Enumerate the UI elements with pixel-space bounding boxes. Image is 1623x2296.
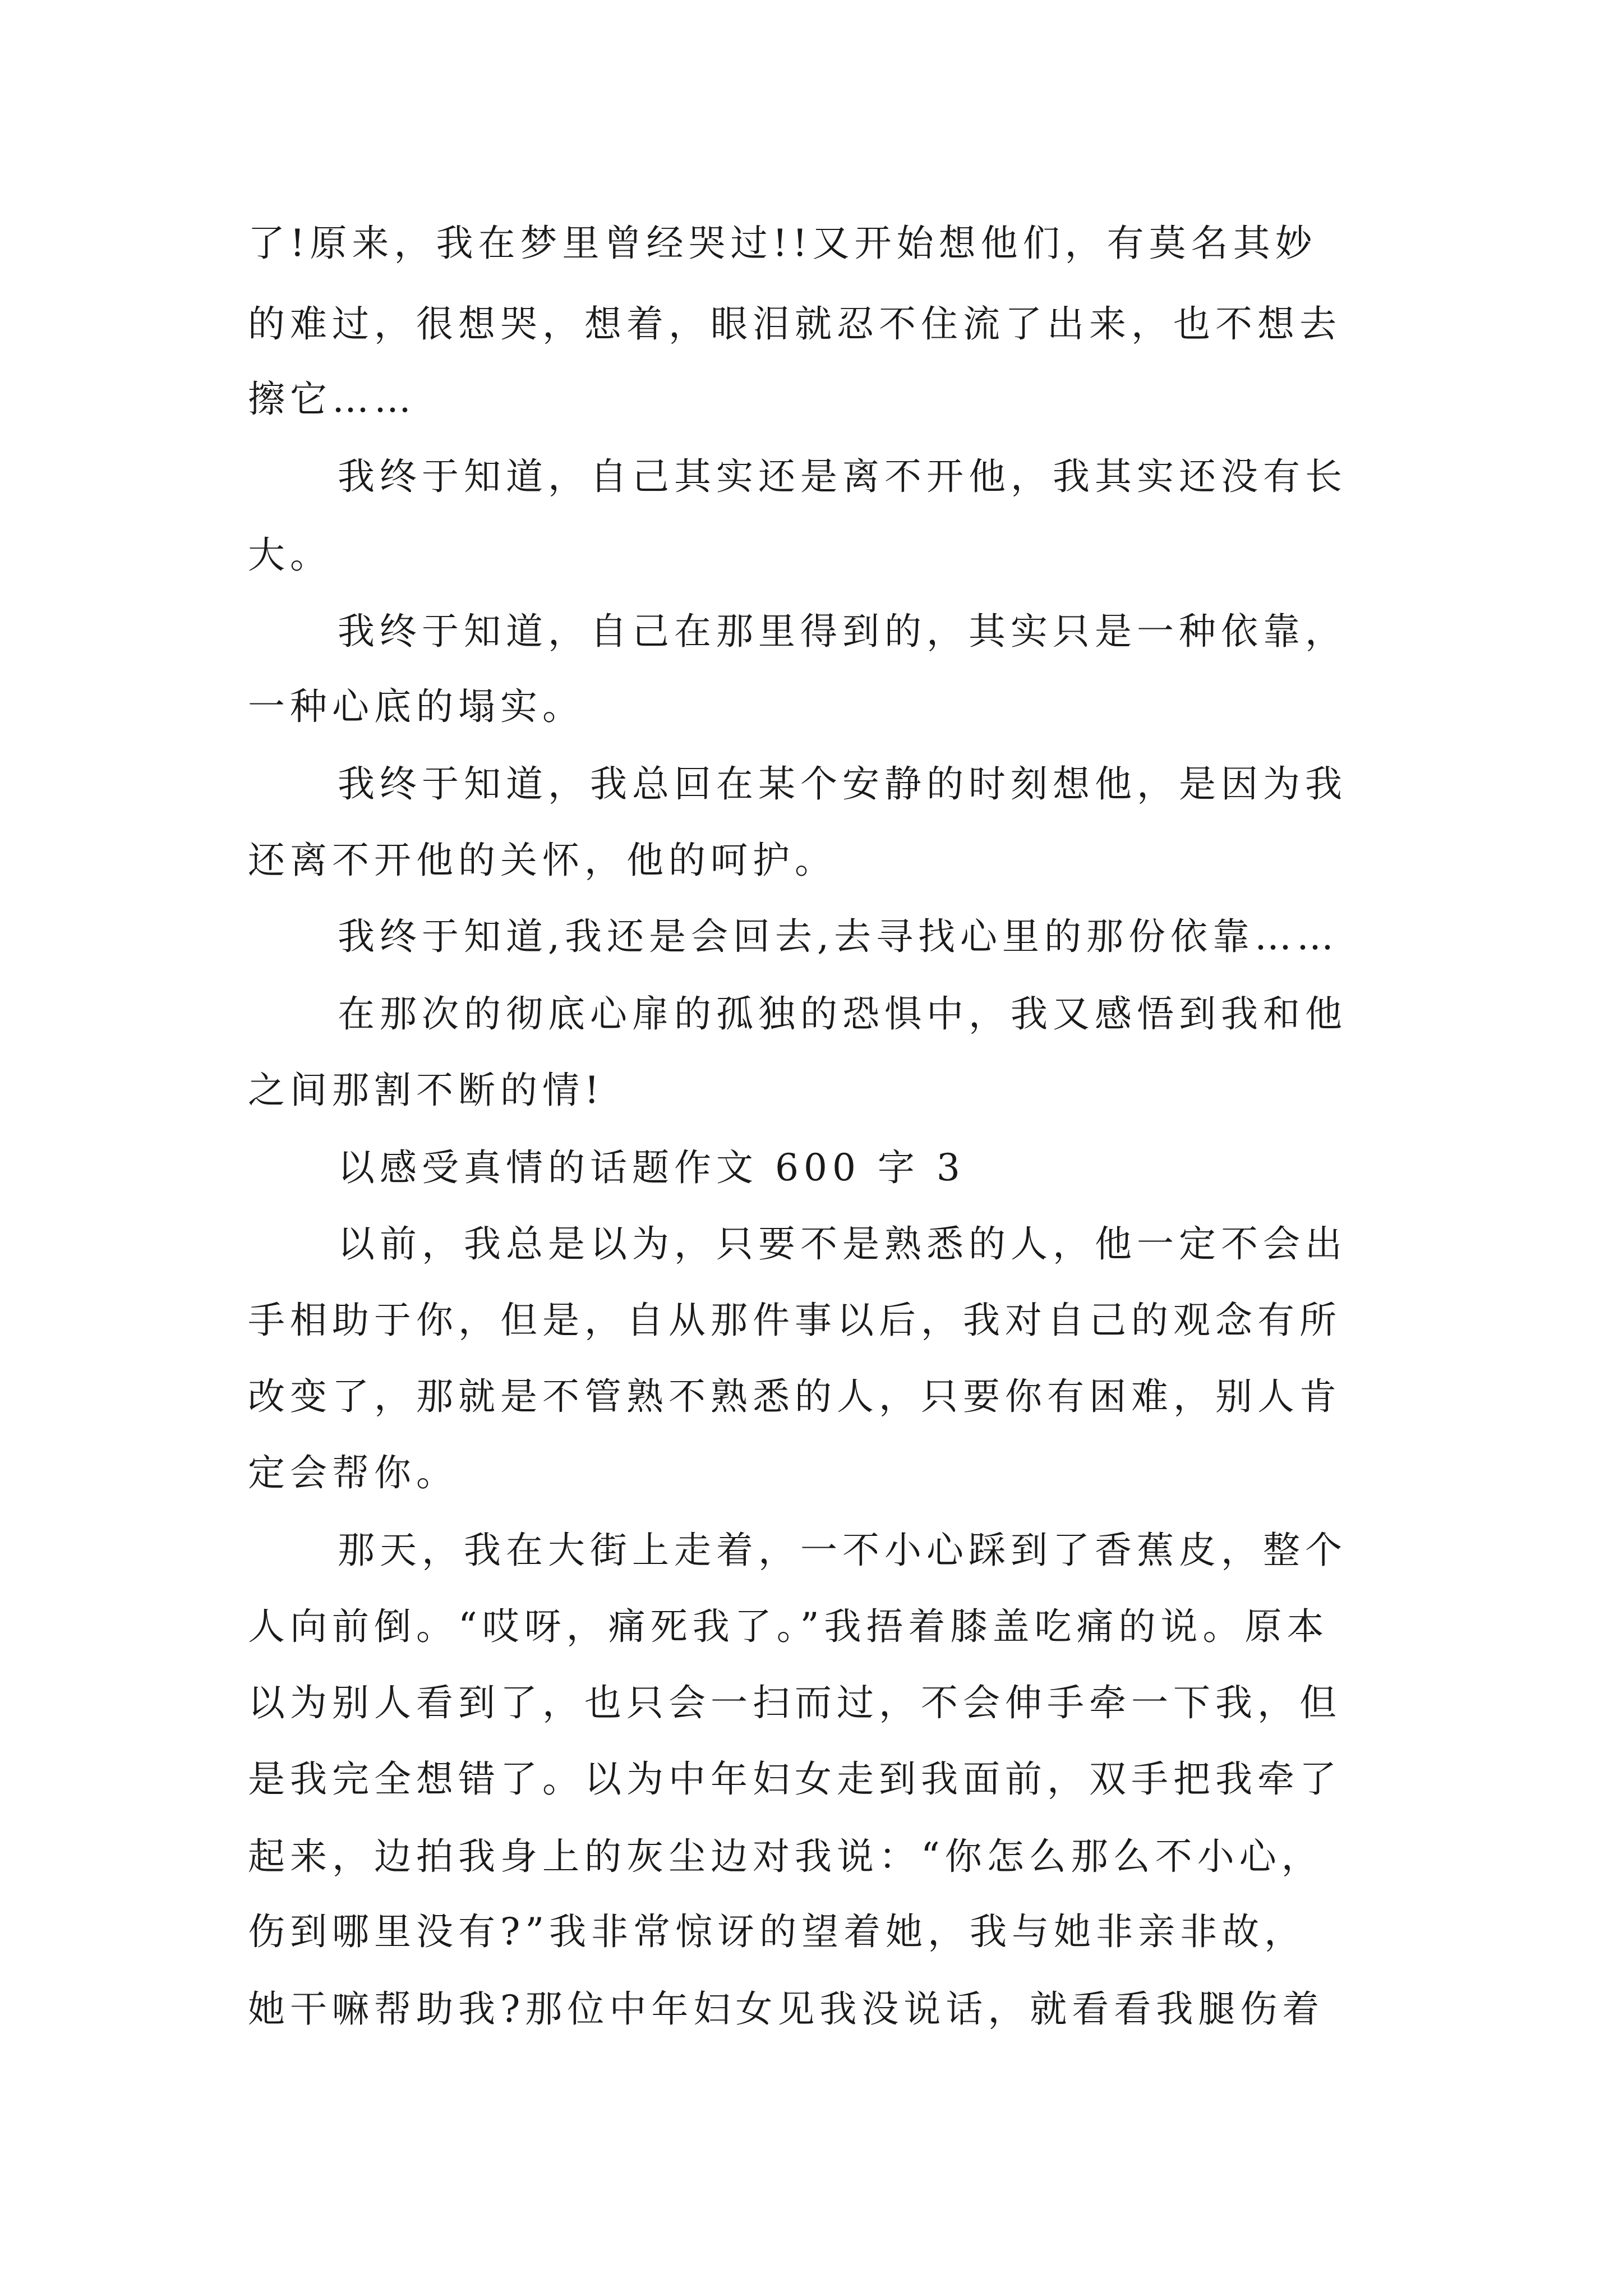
- text-line: 了!原来，我在梦里曾经哭过!!又开始想他们，有莫名其妙: [248, 222, 1317, 265]
- text-line: 她干嘛帮助我?那位中年妇女见我没说话，就看看我腿伤着: [248, 1987, 1325, 2031]
- paragraph-line: 那天，我在大街上走着，一不小心踩到了香蕉皮，整个: [338, 1529, 1347, 1572]
- text-line: 之间那割不断的情!: [248, 1069, 605, 1112]
- text-line: 手相助于你，但是，自从那件事以后，我对自己的观念有所: [248, 1299, 1341, 1342]
- section-heading: 以感受真情的话题作文 600 字 3: [338, 1146, 965, 1189]
- text-line: 以为别人看到了，也只会一扫而过，不会伸手牵一下我，但: [248, 1681, 1341, 1724]
- text-line: 的难过，很想哭，想着，眼泪就忍不住流了出来，也不想去: [248, 302, 1341, 346]
- text-line: 还离不开他的关怀，他的呵护。: [248, 839, 837, 882]
- text-line: 是我完全想错了。以为中年妇女走到我面前，双手把我牵了: [248, 1757, 1341, 1801]
- text-line: 人向前倒。“哎呀，痛死我了。”我捂着膝盖吃痛的说。原本: [248, 1605, 1329, 1648]
- paragraph-line: 我终于知道，自己其实还是离不开他，我其实还没有长: [338, 455, 1347, 498]
- paragraph-line: 在那次的彻底心扉的孤独的恐惧中，我又感悟到我和他: [338, 992, 1347, 1036]
- text-line: 伤到哪里没有?”我非常惊讶的望着她，我与她非亲非故，: [248, 1910, 1307, 1953]
- text-line: 起来，边拍我身上的灰尘边对我说：“你怎么那么不小心，: [248, 1835, 1324, 1878]
- text-line: 改变了，那就是不管熟不熟悉的人，只要你有困难，别人肯: [248, 1375, 1341, 1418]
- paragraph-line: 我终于知道,我还是会回去,去寻找心里的那份依靠……: [338, 915, 1339, 958]
- paragraph-line: 我终于知道，我总回在某个安静的时刻想他，是因为我: [338, 762, 1347, 806]
- paragraph-line: 我终于知道，自己在那里得到的，其实只是一种依靠，: [338, 610, 1347, 653]
- paragraph-line: 以前，我总是以为，只要不是熟悉的人，他一定不会出: [338, 1222, 1347, 1266]
- text-line: 一种心底的塌实。: [248, 685, 584, 728]
- text-line: 大。: [248, 533, 332, 577]
- text-line: 擦它……: [248, 378, 416, 421]
- text-line: 定会帮你。: [248, 1451, 458, 1494]
